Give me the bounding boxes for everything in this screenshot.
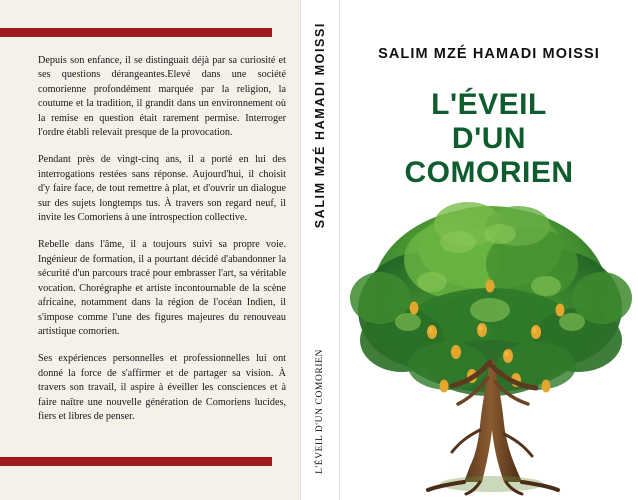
book-spine: [300, 0, 340, 500]
front-cover: [340, 0, 638, 500]
blurb-paragraph-2: Pendant près de vingt-cinq ans, il a porté en lui des interrogations restées sans réponse. Aujourd'hui, il choisit d'y faire face, de tout remettre à plat, et d'ouvrir un dialogue sur des sujets longtemps tus. À travers son regard neuf, il invite les Comoriens à une introspection collective.: [38, 154, 286, 224]
title-line-2: D'UN: [451, 122, 527, 155]
blurb-paragraph-4: Ses expériences personnelles et professionnelles lui ont donné la force de s'affirmer et de partager sa vision. À travers son travail, il aspire à éveiller les consciences et à faire naître une nouvelle génération de Comoriens lucides, fiers et libres de penser.: [38, 353, 286, 422]
back-cover-blurb: [38, 54, 286, 437]
front-cover-title: [340, 88, 638, 190]
back-cover: [0, 0, 300, 500]
decorative-rule-top: [0, 28, 272, 37]
title-line-3: COMORIEN: [404, 156, 574, 189]
decorative-rule-bottom: [0, 457, 272, 466]
blurb-paragraph-3: Rebelle dans l'âme, il a toujours suivi sa propre voie. Ingénieur de formation, il a pourtant décidé d'abandonner la sécurité d'un parcours tracé pour embrasser l'art, sa véritable vocation. Chorégraphe et artiste incontournable de la scène africaine, notamment dans la région de l'océan Indien, il s'impose comme l'une des figures majeures du renouveau artistique comorien.: [38, 239, 286, 337]
spine-author: SALIM MZÉ HAMADI MOISSI: [313, 22, 327, 229]
blurb-paragraph-1: Depuis son enfance, il se distinguait déjà par sa curiosité et ses questions dérangeantes.Elevé dans une société comorienne profondément marquée par la religion, la coutume et la tradition, il grandit dans un environnement où la remise en question était rarement permise. Interroger l'ordre établi relevait presque de la provocation.: [38, 55, 286, 139]
front-cover-author: SALIM MZÉ HAMADI MOISSI: [378, 46, 600, 62]
spine-title: L'ÉVEIL D'UN COMORIEN: [315, 349, 325, 474]
title-line-1: L'ÉVEIL: [431, 88, 547, 121]
mango-tree-illustration: [340, 190, 638, 500]
